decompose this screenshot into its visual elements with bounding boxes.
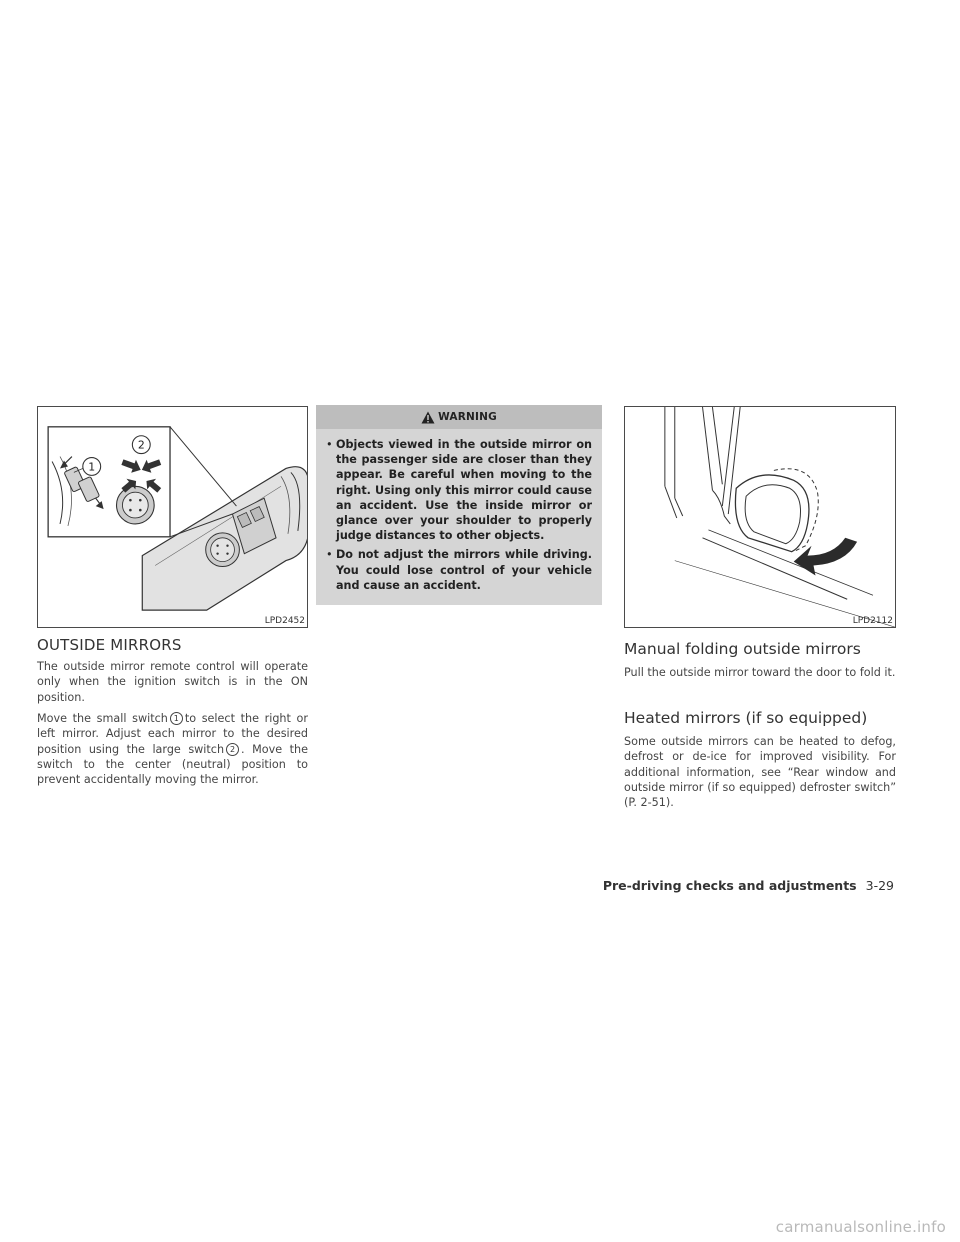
warning-box <box>316 405 602 605</box>
chapter-title: Pre-driving checks and adjustments <box>602 878 857 893</box>
manual-folding-paragraph: Pull the outside mirror toward the door to fold it. <box>624 666 896 679</box>
warning-item: • Objects viewed in the outside mirror on the passenger side are closer than they appear. Be careful when moving to the right. Using only this mirror could cause an accident. Use the inside mirror or glance over your shoulder to properly judge distances to other objects. <box>336 437 592 543</box>
heated-mirrors-title: Heated mirrors (if so equipped) <box>624 709 868 727</box>
paragraph-2-text-c: . Move the switch to the center (neutral) position to prevent accidentally moving the mirror. <box>37 742 309 787</box>
warning-header <box>316 405 602 429</box>
warning-heading: WARNING <box>438 411 497 423</box>
page-footer <box>603 878 894 893</box>
warning-triangle-icon <box>421 411 435 424</box>
switch-2-callout: 2 <box>226 743 239 756</box>
mirror-switch-figure <box>37 406 308 628</box>
folding-mirror-illustration <box>625 407 895 627</box>
outside-mirrors-paragraph-2 <box>37 711 308 787</box>
page-number: 3-29 <box>865 878 894 893</box>
outside-mirrors-paragraph-1: The outside mirror remote control will operate only when the ignition switch is in the ON position. <box>37 660 308 704</box>
callout-2: 2 <box>137 438 145 452</box>
mirror-switch-illustration <box>38 407 307 627</box>
figure-code-right: LPD2112 <box>852 616 893 626</box>
warning-list <box>316 429 602 593</box>
callout-1: 1 <box>88 460 96 474</box>
watermark: carmanualsonline.info <box>775 1218 946 1236</box>
folding-mirror-figure <box>624 406 896 628</box>
paragraph-2-text-a: Move the small switch <box>37 712 168 725</box>
outside-mirrors-title: OUTSIDE MIRRORS <box>37 636 182 654</box>
manual-folding-title: Manual folding outside mirrors <box>624 640 861 658</box>
switch-1-callout: 1 <box>170 712 183 725</box>
figure-code-left: LPD2452 <box>264 616 305 626</box>
heated-mirrors-paragraph: Some outside mirrors can be heated to defog, defrost or de-ice for improved visibility. For additional information, see “Rear window and outside mirror (if so equipped) defroster switch” (P. 2-51). <box>624 735 896 810</box>
paragraph-2-text-b: to select the right or left mirror. Adjust each mirror to the desired position using the large switch <box>37 712 308 756</box>
warning-item: • Do not adjust the mirrors while driving. You could lose control of your vehicle and cause an accident. <box>336 547 592 593</box>
